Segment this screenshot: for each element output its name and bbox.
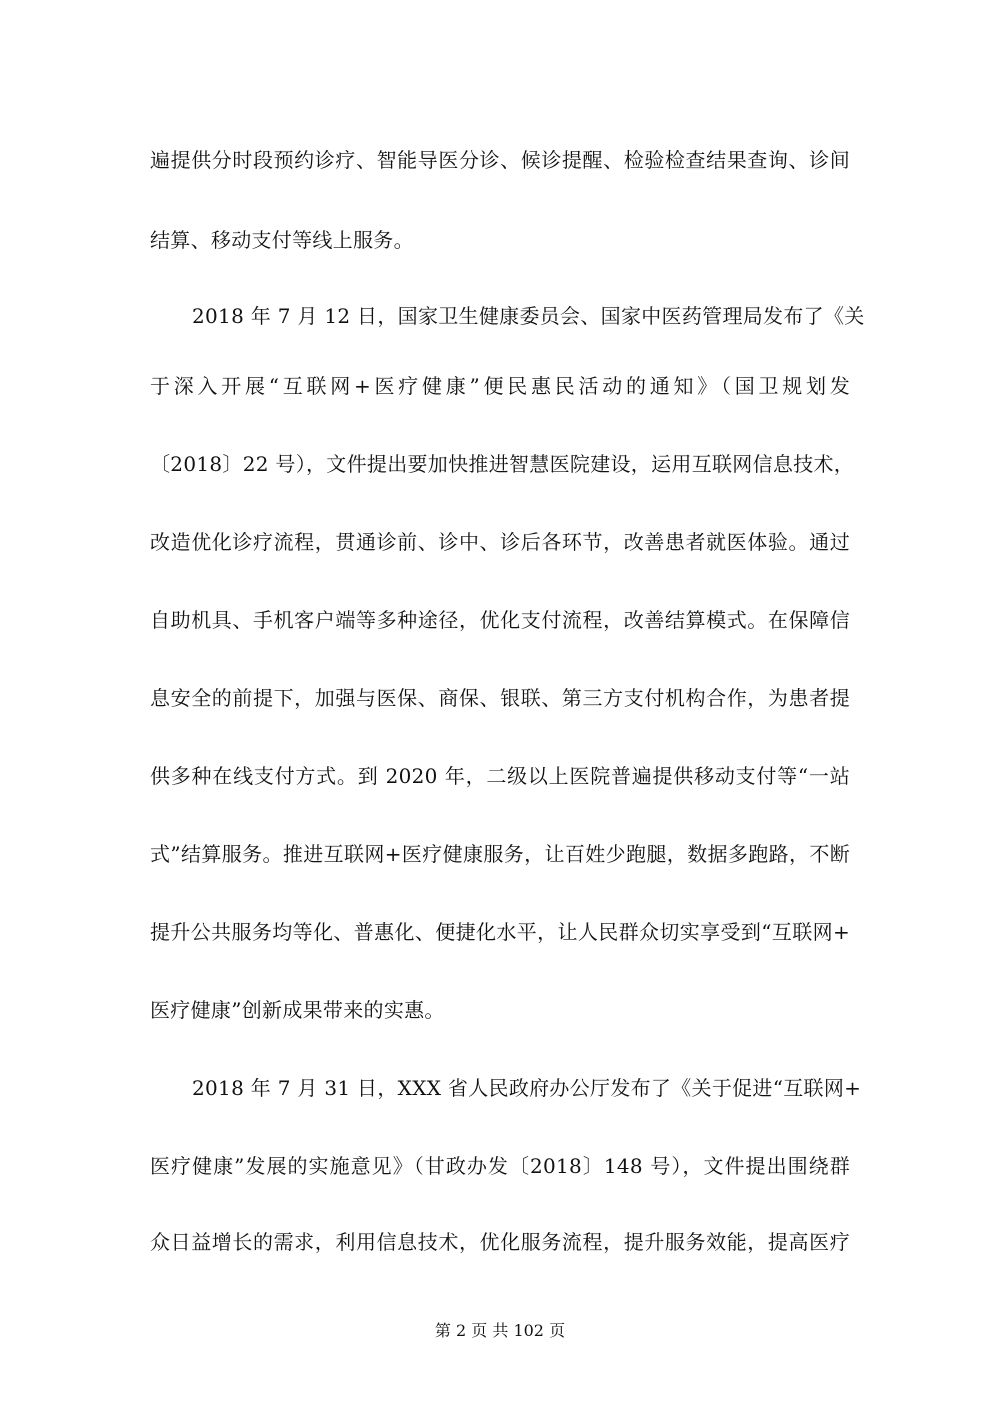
text-line-8: 息安全的前提下，加强与医保、商保、银联、第三方支付机构合作，为患者提	[150, 686, 850, 710]
text-line-12: 医疗健康”创新成果带来的实惠。	[150, 998, 445, 1022]
text-line-9: 供多种在线支付方式。到 2020 年，二级以上医院普遍提供移动支付等“一站	[150, 764, 850, 788]
text-line-6: 改造优化诊疗流程，贯通诊前、诊中、诊后各环节，改善患者就医体验。通过	[150, 530, 850, 554]
text-line-2: 结算、移动支付等线上服务。	[150, 228, 414, 252]
text-line-3: 2018 年 7 月 12 日，国家卫生健康委员会、国家中医药管理局发布了《关	[192, 304, 865, 328]
text-line-10: 式”结算服务。推进互联网+医疗健康服务，让百姓少跑腿，数据多跑路，不断	[150, 842, 850, 866]
text-line-13: 2018 年 7 月 31 日，XXX 省人民政府办公厅发布了《关于促进“互联网+	[192, 1076, 862, 1100]
text-line-14: 医疗健康”发展的实施意见》（甘政办发〔2018〕148 号），文件提出围绕群	[150, 1154, 850, 1178]
page-number-footer: 第 2 页 共 102 页	[434, 1321, 566, 1340]
text-line-1: 遍提供分时段预约诊疗、智能导医分诊、候诊提醒、检验检查结果查询、诊间	[150, 148, 850, 172]
text-line-5: 〔2018〕22 号），文件提出要加快推进智慧医院建设，运用互联网信息技术，	[150, 452, 855, 476]
text-line-4: 于深入开展“互联网+医疗健康”便民惠民活动的通知》（国卫规划发	[150, 374, 850, 398]
text-line-11: 提升公共服务均等化、普惠化、便捷化水平，让人民群众切实享受到“互联网+	[150, 920, 850, 944]
text-line-7: 自助机具、手机客户端等多种途径，优化支付流程，改善结算模式。在保障信	[150, 608, 850, 632]
text-line-15: 众日益增长的需求，利用信息技术，优化服务流程，提升服务效能，提高医疗	[150, 1230, 850, 1254]
